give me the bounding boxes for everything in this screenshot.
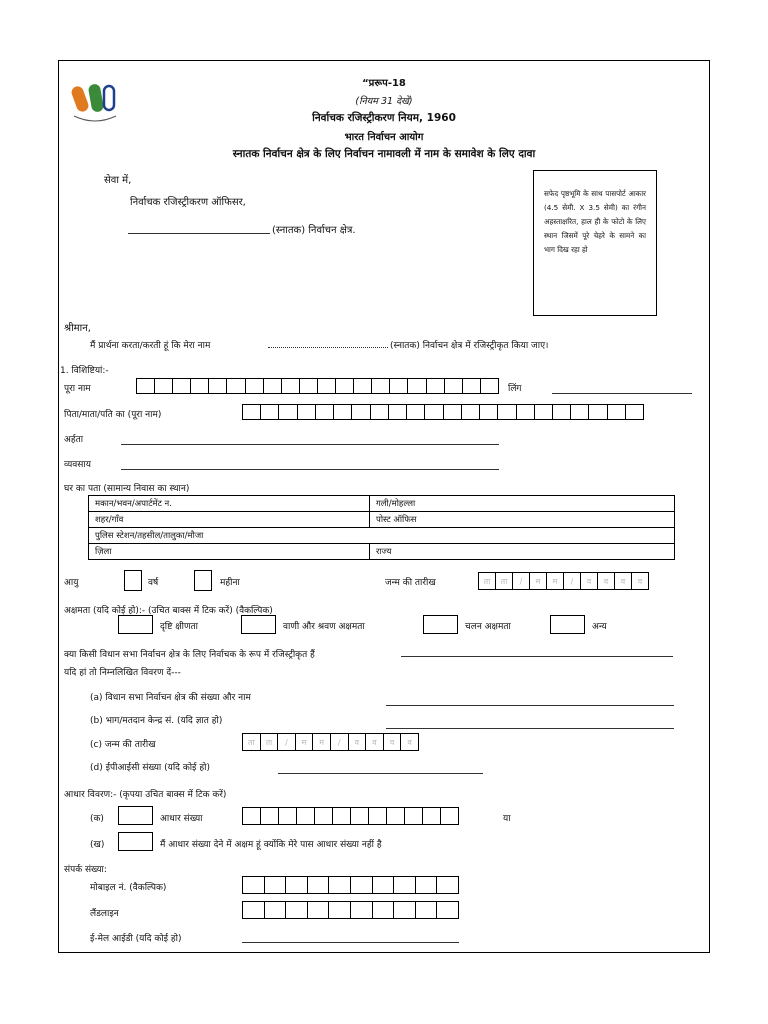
visual-impairment-label: दृष्टि क्षीणता [160,622,198,632]
char-box[interactable] [436,877,458,893]
landline-label: लैंडलाइन [90,909,119,919]
no-aadhaar-label: मैं आधार संख्या देने में अक्षम हूं क्योंकि मेरे पास आधार संख्या नहीं है [160,840,382,850]
char-box[interactable] [317,379,335,393]
locomotor-checkbox[interactable] [423,615,458,634]
char-box[interactable] [314,808,332,824]
char-box[interactable] [372,902,394,918]
occupation-line[interactable] [121,469,499,470]
char-box[interactable] [370,405,388,419]
assembly-a-label: (a) विधान सभा निर्वाचन क्षेत्र की संख्या और नाम [90,693,251,703]
char-box[interactable] [371,379,389,393]
no-aadhaar-checkbox[interactable] [118,832,153,851]
char-box[interactable]: व [580,573,597,589]
age-years-box[interactable] [124,570,142,591]
char-box[interactable] [137,379,154,393]
contact-heading: संपर्क संख्या: [64,865,107,875]
rule-reference: (नियम 31 देखें) [355,96,413,107]
constituency-line[interactable] [128,233,270,234]
char-box[interactable]: / [330,734,348,750]
char-box[interactable]: व [597,573,614,589]
char-box[interactable]: व [348,734,366,750]
char-box[interactable]: व [614,573,631,589]
street-cell[interactable]: गली/मोहल्ला [370,496,675,512]
char-box[interactable] [389,379,407,393]
char-box[interactable] [415,877,437,893]
dob-label: जन्म की तारीख [385,578,436,588]
aadhaar-number-boxes[interactable] [242,807,459,825]
if-yes-text: यदि हां तो निम्नलिखित विवरण दें--- [64,668,181,678]
char-box[interactable] [315,405,333,419]
char-box[interactable] [285,902,307,918]
other-disability-checkbox[interactable] [550,615,585,634]
char-box[interactable] [588,405,606,419]
age-label: आयु [64,578,79,588]
char-box[interactable] [333,405,351,419]
particulars-heading: 1. विशिष्टियां:- [60,366,109,376]
email-label: ई-मेल आईडी (यदि कोई हो) [90,934,182,944]
post-office-cell[interactable]: पोस्ट ऑफिस [370,512,675,528]
char-box[interactable] [297,405,315,419]
char-box[interactable] [497,405,515,419]
assembly-b-label: (b) भाग/मतदान केन्द्र सं. (यदि ज्ञात हो) [90,716,223,726]
assembly-dob-boxes[interactable] [242,733,419,751]
char-box[interactable] [436,902,458,918]
visual-impairment-checkbox[interactable] [118,615,153,634]
char-box[interactable] [281,379,299,393]
gender-label: लिंग [508,384,522,394]
char-box[interactable] [299,379,317,393]
aadhaar-or-label: या [503,814,511,824]
char-box[interactable] [570,405,588,419]
addressee-officer: निर्वाचक रजिस्ट्रीकरण ऑफिसर, [130,197,246,208]
char-box[interactable] [260,405,278,419]
assembly-a-line[interactable] [386,705,674,706]
char-box[interactable] [422,808,440,824]
request-text-2: (स्नातक) निर्वाचन क्षेत्र में रजिस्ट्रीकृत किया जाए। [390,341,549,351]
char-box[interactable] [440,808,458,824]
assembly-question: क्या किसी विधान सभा निर्वाचन क्षेत्र के लिए निर्वाचक के रूप में रजिस्ट्रीकृत हैं [64,650,315,660]
char-box[interactable] [607,405,625,419]
char-box[interactable] [443,405,461,419]
char-box[interactable] [243,405,260,419]
police-station-cell[interactable]: पुलिस स्टेशन/तहसील/तालुका/मौजा [89,528,675,544]
char-box[interactable]: / [277,734,295,750]
char-box[interactable] [307,877,329,893]
char-box[interactable] [243,808,260,824]
char-box[interactable]: / [563,573,580,589]
other-disability-label: अन्य [592,622,607,632]
char-box[interactable]: ता [260,734,278,750]
char-box[interactable] [393,877,415,893]
char-box[interactable] [332,808,350,824]
rules-title: निर्वाचक रजिस्ट्रीकरण नियम, 1960 [312,112,456,124]
char-box[interactable] [172,379,190,393]
district-cell[interactable]: ज़िला [89,544,370,560]
address-table [88,495,675,560]
occupation-label: व्यवसाय [64,460,91,470]
address-heading: घर का पता (सामान्य निवास का स्थान) [64,484,190,494]
assembly-b-line[interactable] [386,728,674,729]
town-cell[interactable]: शहर/गाँव [89,512,370,528]
full-name-label: पूरा नाम [64,384,91,394]
salutation: श्रीमान, [64,323,91,334]
char-box[interactable] [351,405,369,419]
char-box[interactable] [368,808,386,824]
request-text-1: मैं प्रार्थना करता/करती हूं कि मेरा नाम [90,341,211,351]
relative-name-boxes[interactable] [242,404,644,420]
aadhaar-number-checkbox[interactable] [118,806,153,825]
char-box[interactable] [260,808,278,824]
char-box[interactable] [424,405,442,419]
char-box[interactable] [328,877,350,893]
char-box[interactable] [278,405,296,419]
assembly-c-label: (c) जन्म की तारीख [90,740,156,750]
email-line[interactable] [242,942,459,943]
char-box[interactable] [190,379,208,393]
char-box[interactable]: ता [495,573,512,589]
house-cell[interactable]: मकान/भवन/अपार्टमेंट न. [89,496,370,512]
char-box[interactable] [335,379,353,393]
aadhaar-ka-label: (क) [90,814,104,824]
char-box[interactable] [444,379,462,393]
form-number: “प्ररूप-18 [362,78,406,89]
state-cell[interactable]: राज्य [370,544,675,560]
char-box[interactable]: / [512,573,529,589]
claim-title: स्नातक निर्वाचन क्षेत्र के लिए निर्वाचन नामावली में नाम के समावेश के लिए दावा [232,148,536,160]
speech-hearing-label: वाणी और श्रवण अक्षमता [283,622,365,632]
char-box[interactable] [393,902,415,918]
aadhaar-heading: आधार विवरण:- (कृपया उचित बाक्स में टिक करें) [64,790,227,800]
char-box[interactable] [534,405,552,419]
char-box[interactable]: व [400,734,418,750]
mobile-label: मोबाइल नं. (वैकल्पिक) [90,883,167,893]
epic-line[interactable] [278,773,483,774]
char-box[interactable] [372,877,394,893]
aadhaar-number-label: आधार संख्या [160,814,203,824]
qualification-line[interactable] [121,444,499,445]
qualification-label: अर्हता [64,435,84,445]
char-box[interactable]: म [546,573,563,589]
landline-boxes[interactable] [242,901,459,919]
char-box[interactable]: म [295,734,313,750]
char-box[interactable]: म [312,734,330,750]
char-box[interactable] [296,808,314,824]
disability-heading: अक्षमता (यदि कोई हो):- (उचित बाक्स में टिक करें) (वैकल्पिक) [64,606,273,616]
addressee-constituency: (स्नातक) निर्वाचन क्षेत्र. [272,225,356,236]
char-box[interactable] [245,379,263,393]
speech-hearing-checkbox[interactable] [241,615,276,634]
char-box[interactable] [353,379,371,393]
char-box[interactable] [328,902,350,918]
char-box[interactable] [264,902,286,918]
commission-name: भारत निर्वाचन आयोग [344,132,424,143]
char-box[interactable] [263,379,281,393]
char-box[interactable] [350,808,368,824]
char-box[interactable] [462,379,480,393]
char-box[interactable] [208,379,226,393]
aadhaar-kha-label: (ख) [90,840,105,850]
char-box[interactable]: व [383,734,401,750]
mobile-boxes[interactable] [242,876,459,894]
char-box[interactable] [307,902,329,918]
char-box[interactable] [415,902,437,918]
char-box[interactable] [226,379,244,393]
char-box[interactable] [350,902,372,918]
assembly-d-label: (d) ईपीआईसी संख्या (यदि कोई हो) [90,763,210,773]
addressee-to: सेवा में, [104,175,132,186]
char-box[interactable]: व [365,734,383,750]
assembly-answer-line[interactable] [401,656,673,657]
char-box[interactable] [479,405,497,419]
char-box[interactable] [406,405,424,419]
char-box[interactable] [285,877,307,893]
locomotor-label: चलन अक्षमता [465,622,511,632]
dob-boxes[interactable] [478,572,649,590]
full-name-boxes[interactable] [136,378,499,394]
char-box[interactable]: म [529,573,546,589]
photo-box[interactable]: सफेद पृष्ठभूमि के साथ पासपोर्ट आकार (4.5 सेमी. X 3.5 सेमी) का रंगीन अहस्ताक्षरित, हाल ही के फोटो के लिए स्थान जिसमें पूरे चेहरे के सामने का भाग दिख रहा हो [533,170,657,316]
char-box[interactable] [264,877,286,893]
char-box[interactable] [278,808,296,824]
age-months-box[interactable] [194,570,212,591]
char-box[interactable] [404,808,422,824]
request-name-line[interactable] [268,347,388,348]
gender-line[interactable] [552,393,692,394]
char-box[interactable] [350,877,372,893]
char-box[interactable] [480,379,498,393]
char-box[interactable] [552,405,570,419]
char-box[interactable] [243,877,264,893]
char-box[interactable]: ता [483,576,491,586]
char-box[interactable] [625,405,643,419]
char-box[interactable] [516,405,534,419]
char-box[interactable] [243,902,264,918]
char-box[interactable] [461,405,479,419]
months-label: महीना [220,578,240,588]
years-label: वर्ष [148,578,159,588]
char-box[interactable] [388,405,406,419]
char-box[interactable] [407,379,425,393]
char-box[interactable] [154,379,172,393]
char-box[interactable]: ता [247,737,255,747]
char-box[interactable] [426,379,444,393]
char-box[interactable]: व [631,573,648,589]
char-box[interactable] [386,808,404,824]
relative-name-label: पिता/माता/पति का (पूरा नाम) [64,410,162,420]
